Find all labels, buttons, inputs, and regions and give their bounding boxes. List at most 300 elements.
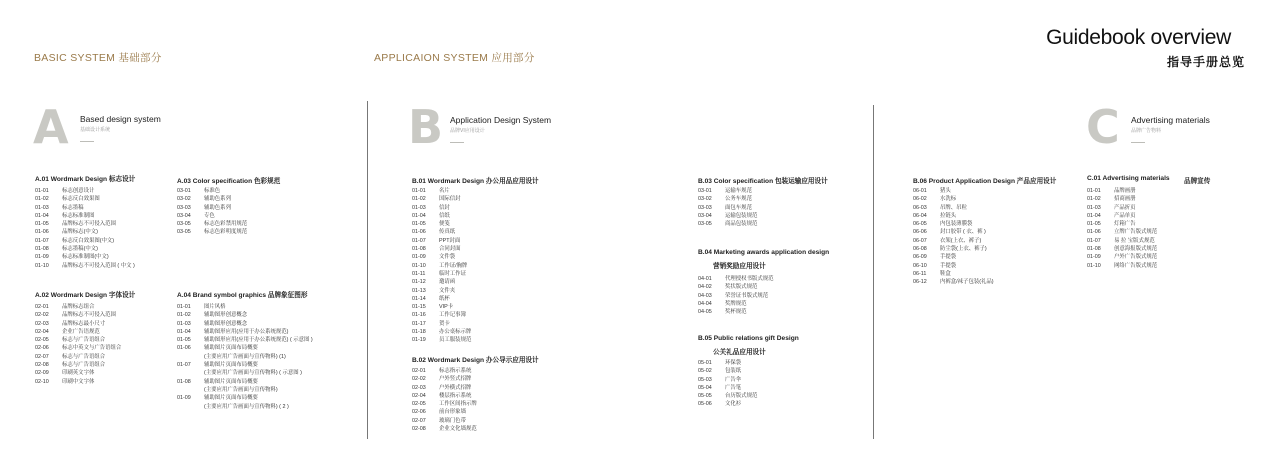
list-item xyxy=(35,378,121,386)
item-label: 衣架(上衣、裤子) xyxy=(940,237,982,244)
list-item xyxy=(177,403,313,411)
item-code: 03-05 xyxy=(177,221,191,228)
group-c01-title: C.01 Advertising materials xyxy=(1087,175,1170,182)
list-item xyxy=(412,303,471,311)
item-code: 01-05 xyxy=(412,221,426,228)
item-label: 产品折页 xyxy=(1114,204,1136,211)
section-c-title: Advertising materials xyxy=(1131,115,1210,125)
item-label: 品牌标志组合 xyxy=(62,304,95,310)
group-a01-list xyxy=(35,187,135,270)
list-item xyxy=(412,237,471,245)
item-code xyxy=(177,386,204,394)
item-label: 奖牌规范 xyxy=(725,300,747,307)
item-label: 灯箱广告 xyxy=(1114,221,1136,228)
item-label: 辅助图片页面布局概要 xyxy=(204,362,258,369)
item-code xyxy=(177,353,204,361)
list-item xyxy=(35,303,121,311)
list-item xyxy=(412,400,477,408)
group-a03-title: A.03 Color specification 色彩规范 xyxy=(177,178,281,185)
item-label: 专色 xyxy=(204,212,215,219)
item-label: 玻璃门色带 xyxy=(439,417,466,424)
list-item xyxy=(913,204,994,212)
list-item xyxy=(35,311,121,319)
list-item xyxy=(412,311,471,319)
item-code: 01-09 xyxy=(1087,254,1101,261)
group-b01-list xyxy=(412,187,471,345)
list-item xyxy=(412,228,471,236)
group-a01-title: A.01 Wordmark Design 标志设计 xyxy=(35,176,136,183)
item-label: 标志标准制图(中文) xyxy=(62,254,109,261)
list-item xyxy=(35,344,121,352)
item-code: 02-01 xyxy=(412,368,426,374)
list-item xyxy=(1087,228,1157,236)
item-label: 企业广告语规范 xyxy=(62,328,100,335)
item-label: 印刷英文字体 xyxy=(62,370,95,377)
item-label: 易 拉 宝版式规范 xyxy=(1114,237,1155,244)
group-b04-list xyxy=(698,275,774,316)
list-item xyxy=(177,361,313,369)
item-label: 户外广告版式规范 xyxy=(1114,254,1158,261)
list-item xyxy=(412,295,471,303)
list-item xyxy=(35,320,121,328)
section-b-rule xyxy=(450,142,464,143)
item-code: 05-02 xyxy=(698,368,712,375)
item-code: 03-03 xyxy=(177,204,191,211)
item-label: 标志创意设计 xyxy=(62,188,95,194)
item-label: (主要应用广告画面与宣传物料) ( 示意图 ) xyxy=(204,370,302,377)
item-label: 辅助色系列 xyxy=(204,204,231,211)
item-code: 01-15 xyxy=(412,304,426,311)
item-label: 品牌标志不可侵入范围 xyxy=(62,312,116,319)
item-code: 02-09 xyxy=(35,370,49,377)
item-label: 立牌广告版式规范 xyxy=(1114,229,1158,236)
list-item xyxy=(1087,187,1157,195)
list-item xyxy=(177,303,313,311)
group-b03-list xyxy=(698,187,757,228)
list-item xyxy=(35,262,135,270)
section-b-letter: B xyxy=(408,100,444,154)
list-item xyxy=(698,292,774,300)
item-label: 产品单页 xyxy=(1114,212,1136,219)
item-label: (主要应用广告画面与宣传物料) ( 2 ) xyxy=(204,403,289,410)
section-b-title: Application Design System xyxy=(450,115,552,125)
group-a02-title: A.02 Wordmark Design 字体设计 xyxy=(35,292,136,299)
list-item xyxy=(698,187,757,195)
item-code: 01-10 xyxy=(35,262,49,269)
item-code: 01-01 xyxy=(35,188,49,194)
item-label: 员工服装规范 xyxy=(439,337,472,344)
basic-system-heading: BASIC SYSTEM 基础部分 xyxy=(34,52,162,64)
item-label: 标志指示系统 xyxy=(439,368,472,374)
list-item xyxy=(698,392,757,400)
item-label: 手提袋 xyxy=(940,254,957,261)
list-item xyxy=(177,386,313,394)
item-code: 03-05 xyxy=(177,229,191,236)
item-label: 品牌标志最小尺寸 xyxy=(62,320,106,327)
item-label: 标志与广告语组合 xyxy=(62,353,106,360)
item-label: 奖状版式规范 xyxy=(725,284,758,291)
page-subtitle: 指导手册总览 xyxy=(1166,55,1245,69)
item-label: 品牌标志(中文) xyxy=(62,229,98,236)
item-label: 标志墨稿 xyxy=(62,204,84,211)
section-a-letter: A xyxy=(33,100,69,154)
item-label: 贺卡 xyxy=(439,320,450,327)
item-label: 标志与广告语组合 xyxy=(62,337,106,344)
list-item xyxy=(698,275,774,283)
item-label: 标志色彩禁用规范 xyxy=(204,221,248,228)
item-label: 辅助图片页面布局概要 xyxy=(204,345,258,352)
list-item xyxy=(412,195,471,203)
item-label: 品牌标志不可侵入范围 xyxy=(62,221,116,228)
item-code: 02-06 xyxy=(412,409,426,416)
item-label: 文化衫 xyxy=(725,401,742,408)
list-item xyxy=(698,283,774,291)
item-code: 01-02 xyxy=(177,312,191,319)
list-item xyxy=(698,400,757,408)
item-label: 商品包装规范 xyxy=(725,221,758,228)
item-code: 01-09 xyxy=(35,254,49,261)
item-label: 标志反白效果图 xyxy=(62,196,100,203)
item-code: 01-01 xyxy=(412,188,426,194)
list-item xyxy=(177,378,313,386)
item-code: 01-04 xyxy=(1087,212,1101,219)
item-code: 05-04 xyxy=(698,384,712,391)
list-item xyxy=(412,287,471,295)
list-item xyxy=(1087,195,1157,203)
item-code: 02-01 xyxy=(35,304,49,310)
item-code: 01-07 xyxy=(1087,237,1101,244)
group-b02-list xyxy=(412,367,477,433)
group-b05-title-cn: 公关礼品应用设计 xyxy=(713,349,766,356)
item-label: 户外横式招牌 xyxy=(439,384,472,391)
list-item xyxy=(1087,220,1157,228)
list-item xyxy=(177,353,313,361)
item-label: 标志与广告语组合 xyxy=(62,362,106,369)
item-label: 运输包装规范 xyxy=(725,212,758,219)
item-code: 06-04 xyxy=(913,212,927,219)
item-code: 02-03 xyxy=(412,384,426,391)
list-item xyxy=(35,204,135,212)
list-item xyxy=(698,220,757,228)
item-label: 奖杯规范 xyxy=(725,309,747,316)
list-item xyxy=(412,336,471,344)
list-item xyxy=(412,220,471,228)
item-label: 辅助图形应用(应用于办公系统规范) xyxy=(204,328,289,335)
item-label: 内包装薄膜袋 xyxy=(940,221,973,228)
item-code: 02-07 xyxy=(35,353,49,360)
list-item xyxy=(412,204,471,212)
item-label: 面包车规范 xyxy=(725,204,752,211)
list-item xyxy=(35,228,135,236)
list-item xyxy=(412,212,471,220)
section-c-subtitle: 品牌广告物料 xyxy=(1131,128,1162,134)
item-label: 网络广告版式规范 xyxy=(1114,262,1158,269)
item-label: 辅助图片页面布局概要 xyxy=(204,395,258,402)
item-code: 06-10 xyxy=(913,262,927,269)
item-label: 临时工作证 xyxy=(439,270,466,277)
list-item xyxy=(35,253,135,261)
item-label: 代理授权书版式规范 xyxy=(725,276,774,282)
item-label: 吊牌、吊粒 xyxy=(940,204,967,211)
item-code: 01-06 xyxy=(177,345,191,352)
item-label: 文件夹 xyxy=(439,287,456,294)
item-code: 02-02 xyxy=(35,312,49,319)
item-label: 企业文化墙规范 xyxy=(439,426,477,433)
list-item xyxy=(177,369,313,377)
list-item xyxy=(35,212,135,220)
list-item xyxy=(177,394,313,402)
list-item xyxy=(35,361,121,369)
item-label: PPT封面 xyxy=(439,237,461,244)
list-item xyxy=(177,311,313,319)
item-code: 01-03 xyxy=(412,204,426,211)
list-item xyxy=(1087,204,1157,212)
item-label: 防尘袋(上衣、裤子) xyxy=(940,246,987,253)
list-item xyxy=(913,270,994,278)
list-item xyxy=(35,187,135,195)
list-item xyxy=(35,336,121,344)
group-a04-title: A.04 Brand symbol graphics 品牌象征图形 xyxy=(177,292,308,299)
item-label: 辅助图形应用(应用于办公系统规范) ( 示意图 ) xyxy=(204,337,313,344)
list-item xyxy=(1087,237,1157,245)
item-code: 06-07 xyxy=(913,237,927,244)
list-item xyxy=(698,195,757,203)
item-code: 01-06 xyxy=(1087,229,1101,236)
item-code: 01-05 xyxy=(35,221,49,228)
list-item xyxy=(177,195,247,203)
item-label: 运输车规范 xyxy=(725,188,752,194)
item-code: 01-10 xyxy=(1087,262,1101,269)
item-code: 05-06 xyxy=(698,401,712,408)
item-code: 04-04 xyxy=(698,300,712,307)
item-code: 06-12 xyxy=(913,279,927,286)
list-item xyxy=(913,187,994,195)
group-a03-list xyxy=(177,187,247,237)
item-label: 工作证/胸牌 xyxy=(439,262,468,269)
item-label: 环保袋 xyxy=(725,360,742,366)
list-item xyxy=(1087,245,1157,253)
item-code: 06-08 xyxy=(913,246,927,253)
item-code: 03-05 xyxy=(698,221,712,228)
item-label: 招商画册 xyxy=(1114,196,1136,203)
group-b03-title: B.03 Color specification 包装运输应用设计 xyxy=(698,178,828,185)
item-label: 猪头 xyxy=(940,188,951,194)
item-code: 03-01 xyxy=(698,188,712,194)
list-item xyxy=(1087,212,1157,220)
list-item xyxy=(412,392,477,400)
list-item xyxy=(177,320,313,328)
list-item xyxy=(177,220,247,228)
item-label: 辅助图形创意概念 xyxy=(204,320,248,327)
column-divider xyxy=(367,101,368,439)
item-label: 辅助图片页面布局概要 xyxy=(204,378,258,385)
item-label: 广告伞 xyxy=(725,376,742,383)
item-label: 标志反白效果图(中文) xyxy=(62,237,115,244)
page-title: Guidebook overview xyxy=(1046,26,1231,49)
list-item xyxy=(412,417,477,425)
item-code: 06-09 xyxy=(913,254,927,261)
group-b02-title: B.02 Wordmark Design 办公导示应用设计 xyxy=(412,357,539,364)
list-item xyxy=(177,212,247,220)
item-label: 标志标准制图 xyxy=(62,212,95,219)
item-label: 邀请函 xyxy=(439,279,456,286)
list-item xyxy=(698,359,757,367)
item-code: 02-03 xyxy=(35,320,49,327)
item-code: 02-04 xyxy=(35,328,49,335)
item-label: 公务车规范 xyxy=(725,196,752,203)
item-label: 标准色 xyxy=(204,188,221,194)
item-code: 02-02 xyxy=(412,376,426,383)
item-label: 纸杯 xyxy=(439,295,450,302)
list-item xyxy=(35,328,121,336)
list-item xyxy=(412,278,471,286)
item-code: 02-07 xyxy=(412,417,426,424)
item-label: 辅助色系列 xyxy=(204,196,231,203)
item-label: 工作区间指示牌 xyxy=(439,401,477,408)
item-code: 01-05 xyxy=(177,337,191,344)
item-label: 文件袋 xyxy=(439,254,456,261)
item-code: 01-08 xyxy=(177,378,191,385)
item-code: 06-11 xyxy=(913,270,927,277)
item-label: 信纸 xyxy=(439,212,450,219)
list-item xyxy=(913,220,994,228)
section-c-letter: C xyxy=(1086,100,1120,154)
item-label: 办公桌标示牌 xyxy=(439,329,472,336)
list-item xyxy=(913,228,994,236)
list-item xyxy=(177,228,247,236)
section-a-title: Based design system xyxy=(80,114,161,124)
list-item xyxy=(698,204,757,212)
item-code: 01-11 xyxy=(412,270,426,277)
item-label: 便笺 xyxy=(439,221,450,228)
list-item xyxy=(35,237,135,245)
item-code: 01-02 xyxy=(1087,196,1101,203)
list-item xyxy=(177,187,247,195)
item-label: 包装纸 xyxy=(725,368,742,375)
item-code: 01-03 xyxy=(35,204,49,211)
item-code: 06-02 xyxy=(913,196,927,203)
list-item xyxy=(35,369,121,377)
item-code: 01-08 xyxy=(412,246,426,253)
list-item xyxy=(1087,262,1157,270)
list-item xyxy=(35,245,135,253)
section-b-subtitle: 品牌VI应用设计 xyxy=(450,128,485,134)
item-code: 04-01 xyxy=(698,276,712,282)
item-label: VIP卡 xyxy=(439,304,454,311)
item-label: 鞋盒 xyxy=(940,270,951,277)
item-code: 01-06 xyxy=(412,229,426,236)
list-item xyxy=(412,408,477,416)
item-code: 04-05 xyxy=(698,309,712,316)
item-code: 05-03 xyxy=(698,376,712,383)
item-code: 03-02 xyxy=(698,196,712,203)
item-code: 01-05 xyxy=(1087,221,1101,228)
item-code: 04-03 xyxy=(698,292,712,299)
item-code xyxy=(177,369,204,377)
group-b05-title: B.05 Public relations gift Design xyxy=(698,335,799,342)
list-item xyxy=(35,353,121,361)
item-label: (主要应用广告画面与宣传物料) (1) xyxy=(204,353,286,360)
list-item xyxy=(698,367,757,375)
application-system-heading: APPLICAION SYSTEM 应用部分 xyxy=(374,52,535,64)
item-label: 品牌标志不可侵入范围 ( 中文 ) xyxy=(62,262,135,269)
item-code: 02-08 xyxy=(412,426,426,433)
list-item xyxy=(412,425,477,433)
item-code: 04-02 xyxy=(698,284,712,291)
item-code: 03-04 xyxy=(698,212,712,219)
item-code: 01-08 xyxy=(1087,246,1101,253)
list-item xyxy=(177,336,313,344)
item-code: 01-08 xyxy=(35,246,49,253)
item-code: 01-09 xyxy=(177,395,191,402)
item-label: 水洗标 xyxy=(940,196,957,203)
item-label: 辅助图形创意概念 xyxy=(204,312,248,319)
list-item xyxy=(412,253,471,261)
item-code: 01-04 xyxy=(412,212,426,219)
item-code: 03-04 xyxy=(177,212,191,219)
item-label: 拉链头 xyxy=(940,212,957,219)
list-item xyxy=(177,204,247,212)
item-code: 02-08 xyxy=(35,362,49,369)
list-item xyxy=(177,344,313,352)
group-c01-title-cn: 品牌宣传 xyxy=(1184,178,1211,185)
item-label: (主要应用广告画面与宣传物料) xyxy=(204,386,278,393)
item-code: 03-02 xyxy=(177,196,191,203)
item-code: 05-05 xyxy=(698,393,712,400)
item-label: 国际信封 xyxy=(439,196,461,203)
item-code: 02-05 xyxy=(35,337,49,344)
item-code: 01-01 xyxy=(1087,188,1101,194)
item-label: 广告笔 xyxy=(725,384,742,391)
item-label: 户外竖式招牌 xyxy=(439,376,472,383)
item-code: 02-05 xyxy=(412,401,426,408)
item-label: 手提袋 xyxy=(940,262,957,269)
list-item xyxy=(412,245,471,253)
list-item xyxy=(913,262,994,270)
list-item xyxy=(412,328,471,336)
item-label: 前台形象墙 xyxy=(439,409,466,416)
item-code: 01-12 xyxy=(412,279,426,286)
section-a-rule xyxy=(80,141,94,142)
section-c-rule xyxy=(1131,142,1145,143)
item-code: 01-01 xyxy=(177,304,191,310)
item-label: 图片风格 xyxy=(204,304,226,310)
item-code: 01-18 xyxy=(412,329,426,336)
item-code xyxy=(177,403,204,411)
item-code: 01-14 xyxy=(412,295,426,302)
group-a04-list xyxy=(177,303,313,411)
item-code: 01-10 xyxy=(412,262,426,269)
item-label: 台历版式规范 xyxy=(725,393,758,400)
item-label: 荣誉证书版式规范 xyxy=(725,292,769,299)
group-b05-list xyxy=(698,359,757,409)
item-label: 合同封面 xyxy=(439,246,461,253)
group-b04-title-cn: 营销奖励应用设计 xyxy=(713,263,766,270)
item-label: 名片 xyxy=(439,188,450,194)
list-item xyxy=(412,384,477,392)
item-code: 01-03 xyxy=(1087,204,1101,211)
list-item xyxy=(913,237,994,245)
item-label: 内裤盒/袜子包装(礼品) xyxy=(940,279,994,286)
list-item xyxy=(698,308,774,316)
item-label: 标志中英文与广告语组合 xyxy=(62,345,122,352)
item-code: 06-05 xyxy=(913,221,927,228)
group-c01-list xyxy=(1087,187,1157,270)
item-code: 02-06 xyxy=(35,345,49,352)
list-item xyxy=(698,212,757,220)
item-label: 工作记事簿 xyxy=(439,312,466,319)
item-code: 01-07 xyxy=(35,237,49,244)
